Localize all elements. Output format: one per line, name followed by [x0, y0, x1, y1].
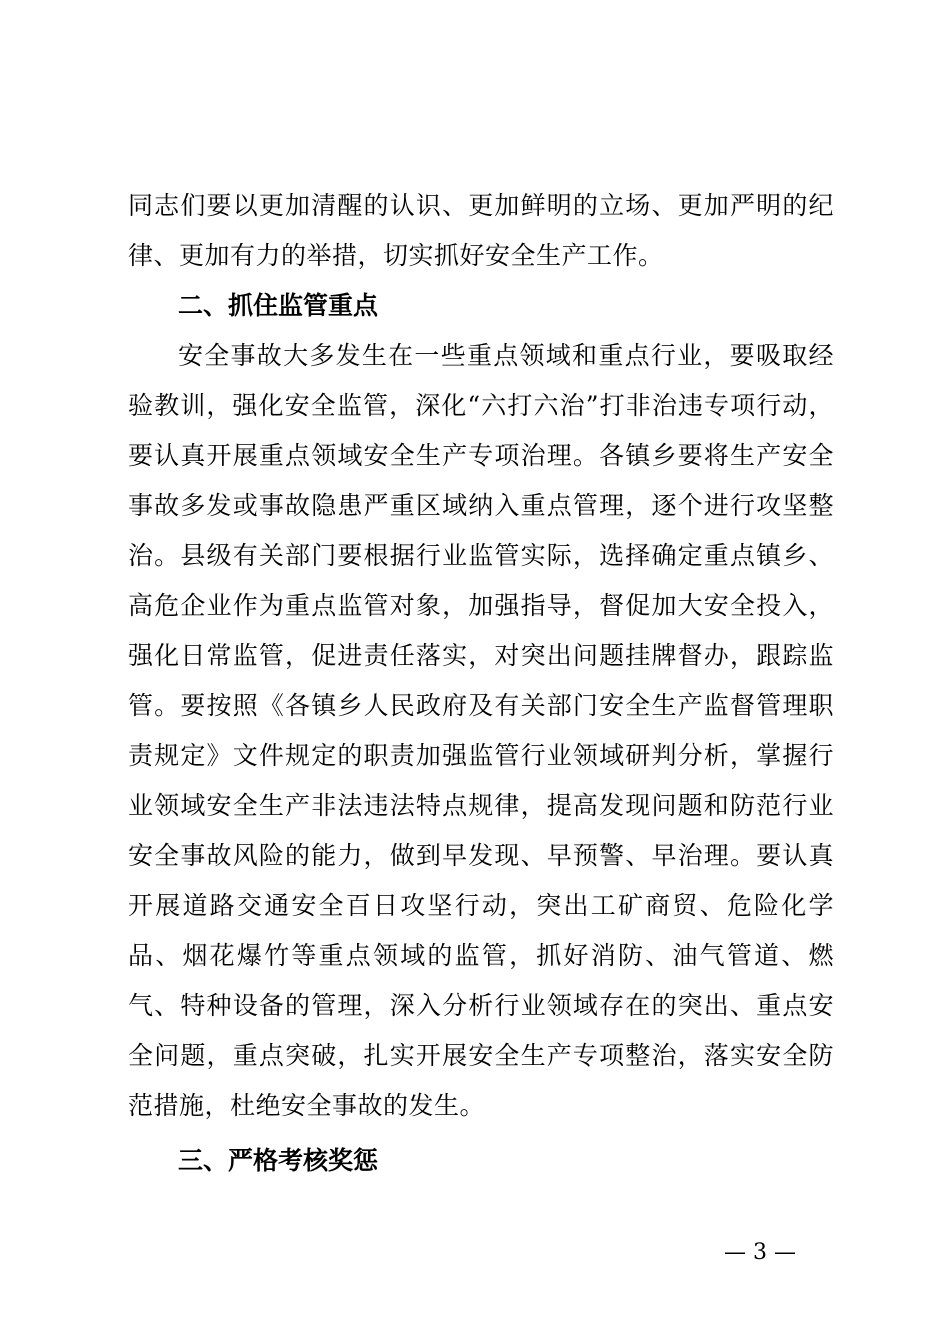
document-body	[128, 181, 834, 1186]
section-3-heading: 三、严格考核奖惩	[178, 1146, 379, 1175]
page-number: — 3 —	[724, 1240, 796, 1265]
section-2-body: 安全事故大多发生在一些重点领域和重点行业，要吸取经验教训，强化安全监管，深化“六打六治”打非治违专项行动，要认真开展重点领域安全生产专项治理。各镇乡要将生产安全事故多发或事故隐患严重区域纳入重点管理，逐个进行攻坚整治。县级有关部门要根据行业监管实际，选择确定重点镇乡、高危企业作为重点监管对象，加强指导，督促加大安全投入，强化日常监管，促进责任落实，对突出问题挂牌督办，跟踪监管。要按照《各镇乡人民政府及有关部门安全生产监督管理职责规定》文件规定的职责加强监管行业领域研判分析，掌握行业领域安全生产非法违法特点规律，提高发现问题和防范行业安全事故风险的能力，做到早发现、早预警、早治理。要认真开展道路交通安全百日攻坚行动，突出工矿商贸、危险化学品、烟花爆竹等重点领域的监管，抓好消防、油气管道、燃气、特种设备的管理，深入分析行业领域存在的突出、重点安全问题，重点突破，扎实开展安全生产专项整治，落实安全防范措施，杜绝安全事故的发生。	[128, 341, 834, 1120]
continuation-paragraph: 同志们要以更加清醒的认识、更加鲜明的立场、更加严明的纪律、更加有力的举措，切实抓好安全生产工作。	[128, 191, 834, 270]
section-2-heading: 二、抓住监管重点	[178, 291, 379, 320]
